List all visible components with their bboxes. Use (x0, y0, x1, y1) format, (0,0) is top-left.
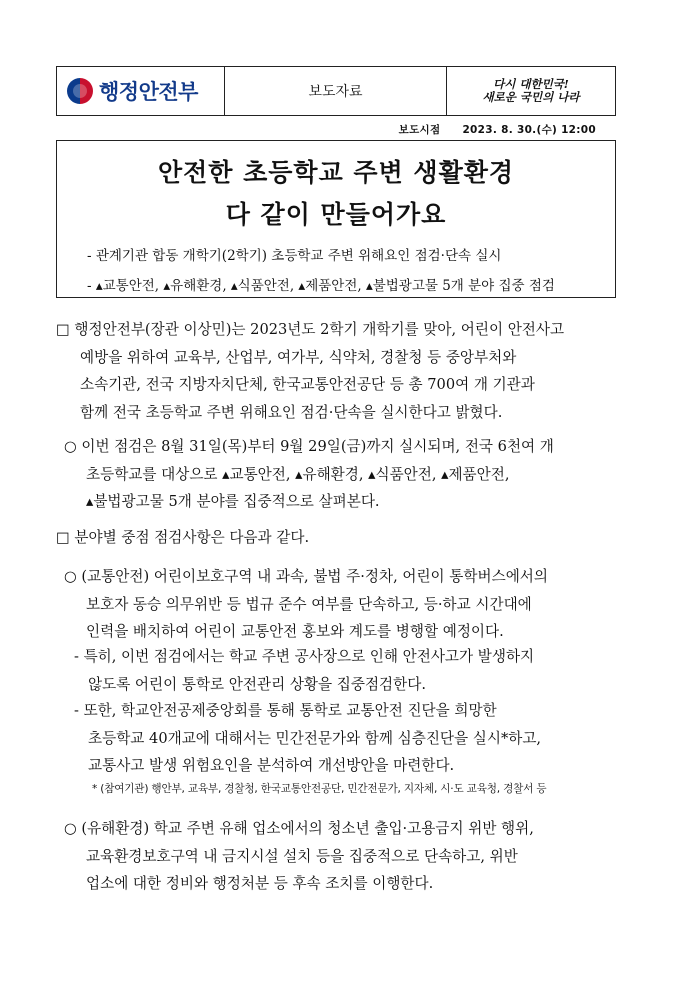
header-table (56, 66, 616, 116)
text-line: ○ (유해환경) 학교 주변 유해 업소에서의 청소년 출입·고용금지 위반 행위, (64, 820, 534, 837)
text-line: 예방을 위하여 교육부, 산업부, 여가부, 식약처, 경찰청 등 중앙부처와 (80, 348, 517, 366)
text-line: 교육환경보호구역 내 금지시설 설치 등을 집중적으로 단속하고, 위반 (86, 847, 518, 865)
text-line: 않도록 어린이 통학로 안전관리 상황을 집중점검한다. (88, 675, 426, 693)
release-info (399, 122, 596, 137)
title-box (56, 140, 616, 298)
subtitle-2: - ▴교통안전, ▴유해환경, ▴식품안전, ▴제품안전, ▴불법광고물 5개 분야 집중 점검 (87, 278, 555, 294)
text-line: 업소에 대한 정비와 행정처분 등 후속 조치를 이행한다. (86, 875, 434, 892)
text-line: 인력을 배치하여 어린이 교통안전 홍보와 계도를 병행할 예정이다. (86, 623, 504, 640)
text-line: ○ (교통안전) 어린이보호구역 내 과속, 불법 주·정차, 어린이 통학버스에서의 (64, 568, 548, 585)
text-line: □ 행정안전부(장관 이상민)는 2023년도 2학기 개학기를 맞아, 어린이 안전사고 (56, 321, 565, 338)
taegeuk-logo-icon (67, 78, 93, 104)
text-line: ○ 이번 점검은 8월 31일(목)부터 9월 29일(금)까지 실시되며, 전국 6천여 개 (64, 438, 554, 455)
text-line: 함께 전국 초등학교 주변 위해요인 점검·단속을 실시한다고 밝혔다. (80, 403, 503, 421)
ministry-logo (57, 67, 225, 115)
slogan-line1: 다시 대한민국! (493, 77, 569, 91)
footnote: * (참여기관) 행안부, 교육부, 경찰청, 한국교통안전공단, 민간전문가, 지자체, 시·도 교육청, 경찰서 등 (92, 783, 547, 795)
paragraph-schedule (64, 433, 554, 516)
text-line: ▴불법광고물 5개 분야를 집중적으로 살펴본다. (86, 493, 380, 510)
slogan (447, 67, 615, 115)
release-datetime: 2023. 8. 30.(수) 12:00 (462, 124, 596, 136)
text-line: 소속기관, 전국 지방자치단체, 한국교통안전공단 등 총 700여 개 기관과 (80, 376, 535, 393)
paragraph-construction (74, 643, 534, 698)
release-label: 보도시점 (398, 124, 441, 136)
text-line: □ 분야별 중점 점검사항은 다음과 같다. (56, 529, 310, 546)
text-line: 보호자 동승 의무위반 등 법규 준수 여부를 단속하고, 등·하교 시간대에 (86, 595, 532, 613)
slogan-line2: 새로운 국민의 나라 (482, 90, 580, 104)
title-line1: 안전한 초등학교 주변 생활환경 (157, 158, 515, 187)
paragraph-focus-heading (56, 524, 309, 552)
paragraph-intro (56, 316, 564, 426)
paragraph-diagnosis (74, 697, 541, 780)
text-line: - 특히, 이번 점검에서는 학교 주변 공사장으로 인해 안전사고가 발생하지 (74, 648, 535, 665)
text-line: - 또한, 학교안전공제중앙회를 통해 통학로 교통안전 진단을 희망한 (74, 702, 497, 719)
title-line2: 다 같이 만들어가요 (225, 200, 447, 229)
doc-type: 보도자료 (225, 67, 447, 115)
text-line: 초등학교 40개교에 대해서는 민간전문가와 함께 심층진단을 실시*하고, (88, 729, 542, 747)
paragraph-traffic-safety (64, 563, 548, 646)
text-line: 초등학교를 대상으로 ▴교통안전, ▴유해환경, ▴식품안전, ▴제품안전, (86, 465, 510, 483)
paragraph-harmful-environment (64, 815, 534, 898)
org-name: 행정안전부 (99, 80, 198, 104)
text-line: 교통사고 발생 위험요인을 분석하여 개선방안을 마련한다. (88, 757, 455, 774)
subtitle-1: - 관계기관 합동 개학기(2학기) 초등학교 주변 위해요인 점검·단속 실시 (87, 248, 502, 264)
